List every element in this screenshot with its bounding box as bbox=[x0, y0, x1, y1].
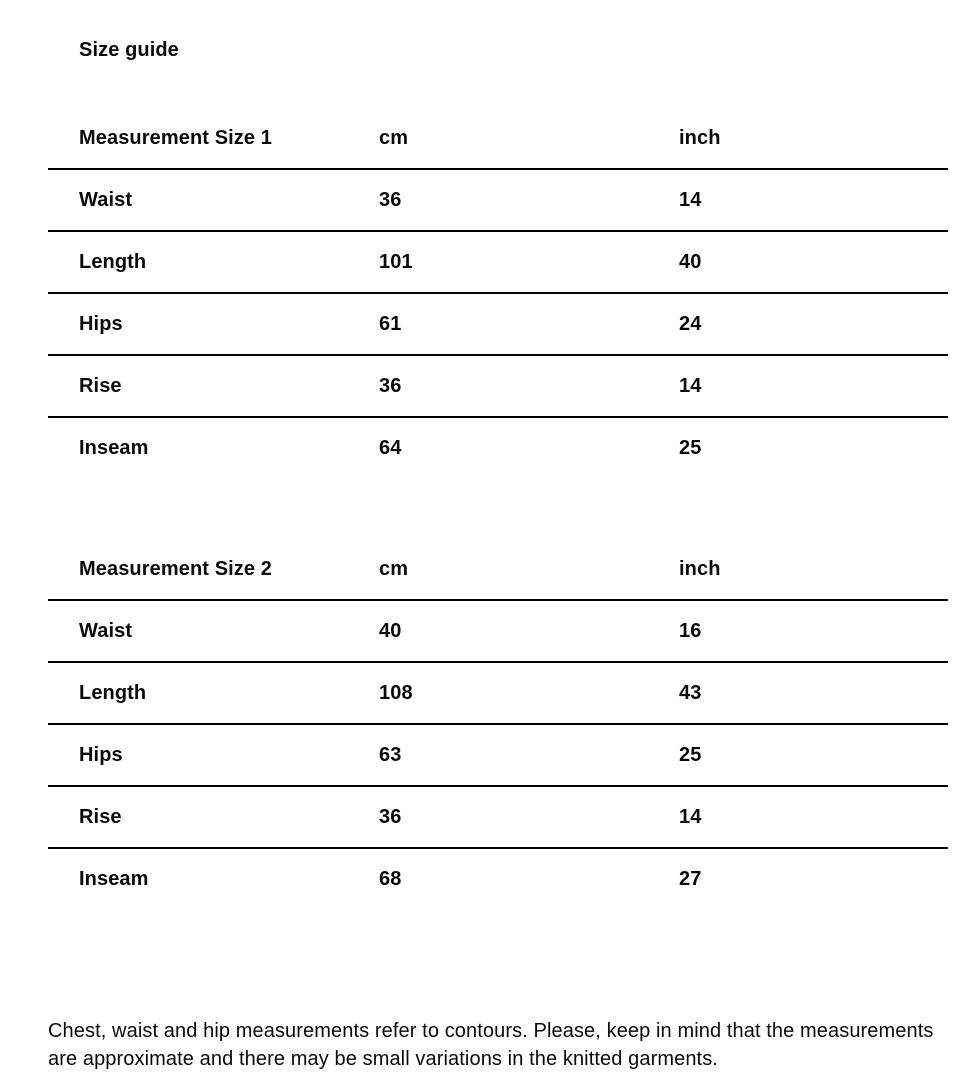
cm-column-header: cm bbox=[348, 539, 648, 600]
cm-value-cell: 63 bbox=[348, 724, 648, 786]
table-row bbox=[48, 231, 948, 293]
inch-value-cell: 16 bbox=[648, 600, 948, 662]
cm-value-cell: 36 bbox=[348, 355, 648, 417]
measurement-label-cell: Inseam bbox=[79, 436, 149, 459]
measurement-label-cell: Waist bbox=[48, 600, 348, 662]
table-row bbox=[48, 786, 948, 848]
cm-value-cell: 101 bbox=[348, 231, 648, 293]
cm-value-cell: 36 bbox=[348, 786, 648, 848]
cm-value-cell: 40 bbox=[348, 600, 648, 662]
table-row bbox=[48, 600, 948, 662]
inch-value-cell: 40 bbox=[648, 231, 948, 293]
inch-value-cell: 14 bbox=[648, 355, 948, 417]
table-row bbox=[48, 293, 948, 355]
measurement-label-cell: Length bbox=[48, 231, 348, 293]
inch-value-cell: 14 bbox=[648, 786, 948, 848]
table-header-row bbox=[48, 539, 948, 600]
cm-value-cell: 36 bbox=[348, 169, 648, 231]
measurement-header: Measurement Size 1 bbox=[48, 108, 348, 169]
footer-note: Chest, waist and hip measurements refer to contours. Please, keep in mind that the measurements are approximate and there may be small variations in the knitted garments. bbox=[48, 1020, 934, 1070]
inch-value-cell: 43 bbox=[648, 662, 948, 724]
cm-value-cell: 108 bbox=[348, 662, 648, 724]
cm-value-cell: 61 bbox=[348, 293, 648, 355]
size-table-1 bbox=[48, 108, 948, 478]
inch-column-header: inch bbox=[648, 539, 948, 600]
inch-value-cell: 25 bbox=[648, 724, 948, 786]
cm-column-header: cm bbox=[348, 108, 648, 169]
inch-column-header: inch bbox=[648, 108, 948, 169]
measurement-label-cell: Rise bbox=[48, 355, 348, 417]
cm-value-cell: 68 bbox=[379, 867, 402, 890]
cm-value-cell: 64 bbox=[379, 436, 402, 459]
table-row bbox=[48, 848, 948, 909]
inch-value-cell: 25 bbox=[679, 436, 702, 459]
table-row bbox=[48, 724, 948, 786]
inch-value-cell: 27 bbox=[679, 867, 702, 890]
measurement-header: Measurement Size 2 bbox=[48, 539, 348, 600]
table-row bbox=[48, 662, 948, 724]
table-row bbox=[48, 417, 948, 478]
measurement-label-cell: Hips bbox=[48, 293, 348, 355]
measurement-label-cell: Rise bbox=[48, 786, 348, 848]
inch-value-cell: 14 bbox=[648, 169, 948, 231]
page-title: Size guide bbox=[79, 39, 179, 62]
size-table-2 bbox=[48, 539, 948, 909]
inch-value-cell: 24 bbox=[648, 293, 948, 355]
measurement-label-cell: Inseam bbox=[79, 867, 149, 890]
measurement-label-cell: Length bbox=[48, 662, 348, 724]
table-row bbox=[48, 169, 948, 231]
table-row bbox=[48, 355, 948, 417]
measurement-label-cell: Waist bbox=[48, 169, 348, 231]
table-header-row bbox=[48, 108, 948, 169]
measurement-label-cell: Hips bbox=[48, 724, 348, 786]
